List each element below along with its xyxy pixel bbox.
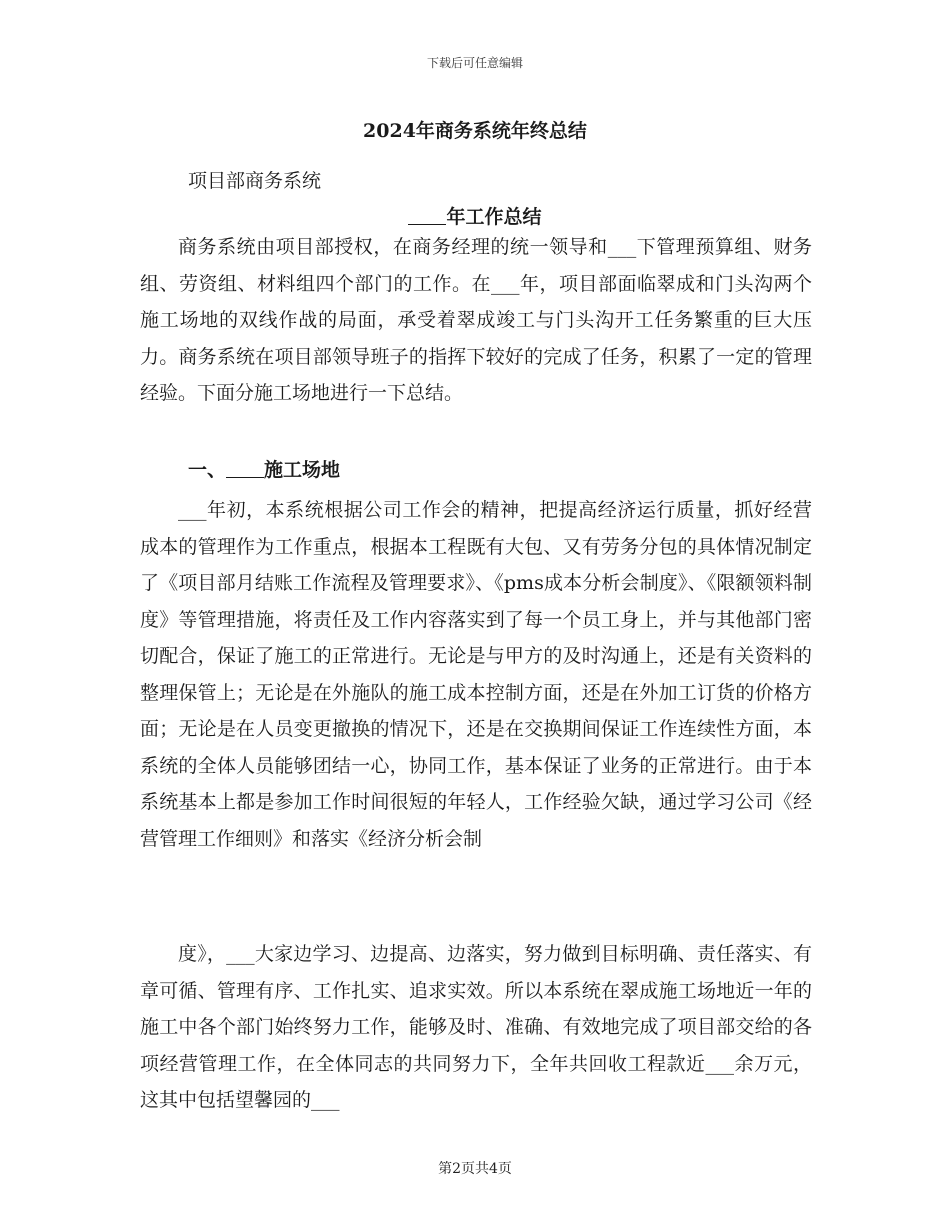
section-heading-text: 施工场地 <box>264 459 341 481</box>
paragraph-body-2: 度》，___大家边学习、边提高、边落实，努力做到目标明确、责任落实、有章可循、管理有序、工作扎实、追求实效。所以本系统在翠成施工场地近一年的施工中各个部门始终努力工作，能够及时、准确、有效地完成了项目部交给的各项经营管理工作，在全体同志的共同努力下，全年共回收工程款近___余万元，这其中包括望馨园的___ <box>140 943 812 1111</box>
section-prefix: 一、 <box>188 459 227 481</box>
page-footer: 第2页共4页 <box>438 1161 512 1177</box>
department-line: 项目部商务系统 <box>188 170 322 192</box>
subtitle <box>0 202 950 229</box>
subtitle-text: 年工作总结 <box>446 206 542 228</box>
header-note: 下载后可任意编辑 <box>426 56 523 70</box>
paragraph-intro: 商务系统由项目部授权，在商务经理的统一领导和___下管理预算组、财务组、劳资组、材料组四个部门的工作。在___年，项目部面临翠成和门头沟两个施工场地的双线作战的局面，承受着翠成竣工与门头沟开工任务繁重的巨大压力。商务系统在项目部领导班子的指挥下较好的完成了任务，积累了一定的管理经验。下面分施工场地进行一下总结。 <box>140 236 812 404</box>
document-title: 2024年商务系统年终总结 <box>363 120 587 142</box>
paragraph-body-1: ___年初，本系统根据公司工作会的精神，把提高经济运行质量，抓好经营成本的管理作为工作重点，根据本工程既有大包、又有劳务分包的具体情况制定了《项目部月结账工作流程及管理要求》、《pms成本分析会制度》、《限额领料制度》等管理措施，将责任及工作内容落实到了每一个员工身上，并与其他部门密切配合，保证了施工的正常进行。无论是与甲方的及时沟通上，还是有关资料的整理保管上；无论是在外施队的施工成本控制方面，还是在外加工订货的价格方面；无论是在人员变更撤换的情况下，还是在交换期间保证工作连续性方面，本系统的全体人员能够团结一心，协同工作，基本保证了业务的正常进行。由于本系统基本上都是参加工作时间很短的年轻人，工作经验欠缺，通过学习公司《经营管理工作细则》和落实《经济分析会制 <box>140 499 812 850</box>
blank-underline <box>408 204 446 225</box>
section-heading <box>188 455 340 482</box>
blank-underline <box>226 457 264 478</box>
